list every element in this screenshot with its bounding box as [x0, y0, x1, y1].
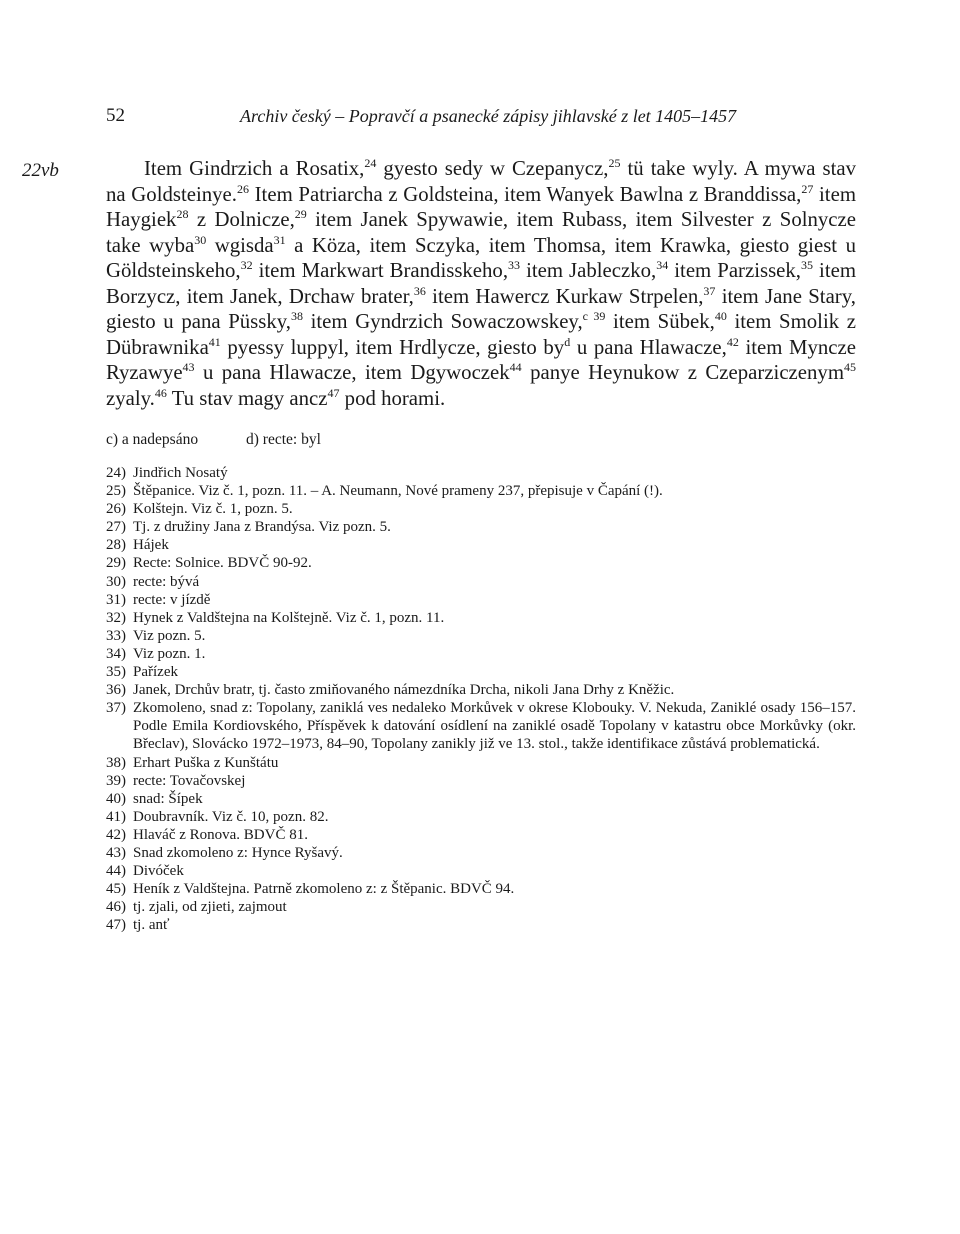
text-segment: item Jableczko, [520, 259, 657, 282]
footnote-text: tj. zjali, od zjieti, zajmout [133, 899, 287, 916]
footnote-ref: 29 [294, 207, 307, 221]
footnote-text: Snad zkomoleno z: Hynce Ryšavý. [133, 844, 343, 861]
footnote-text: Doubravník. Viz č. 10, pozn. 82. [133, 808, 329, 825]
footnote [106, 573, 856, 591]
footnote-number: 35) [106, 664, 126, 681]
text-segment: item Myncze Ryzawye [106, 335, 856, 384]
footnote-ref: 40 [714, 309, 727, 323]
footnote-text: Jindřich Nosatý [133, 465, 228, 481]
footnote [106, 464, 856, 482]
footnote-text: Heník z Valdštejna. Patrně zkomoleno z: z Štěpanic. BDVČ 94. [133, 881, 515, 898]
footnote-ref: 38 [291, 309, 303, 323]
footnote-number: 38) [106, 754, 126, 771]
footnote [106, 591, 856, 609]
footnote-text: Erhart Puška z Kunštátu [133, 754, 279, 771]
footnote-text: snad: Šípek [133, 790, 203, 807]
critical-note-text: recte: byl [262, 431, 321, 448]
footnote [106, 627, 856, 645]
text-segment: zyaly. [106, 386, 155, 410]
footnote-number: 42) [106, 826, 126, 843]
footnote-ref: 27 [801, 181, 814, 196]
footnote-ref: 45 [844, 360, 856, 374]
footnote-text: Hlaváč z Ronova. BDVČ 81. [133, 826, 308, 843]
footnote [106, 808, 856, 826]
footnote-number: 28) [106, 537, 126, 554]
footnote-number: 40) [106, 790, 126, 807]
footnote-text: Zkomoleno, snad z: Topolany, zaniklá ves nedaleko Morkůvek v okrese Klobouky. V. Nekuda, Zaniklé osady 156–157. Podle Emila Kordiovského, Příspěvek k datování osídlení na zaniklé osadě Topolany v katastru obce Morkůvky (okr. Břeclav), Slovácko 1972–1973, 84–90, Topolany zanikly již ve 13. stol., takže identifikace zůstává problematická. [133, 700, 856, 753]
text-segment: Item Gindrzich a Rosatix, [144, 157, 365, 180]
text-segment: item Markwart Brandisskeho, [252, 259, 509, 282]
footnote-number: 37) [106, 700, 126, 717]
footnote-ref: 31 [273, 232, 286, 247]
text-segment: pod horami. [339, 386, 446, 410]
text-segment: u pana Hlawacze, [570, 335, 727, 359]
footnote-text: tj. anť [133, 917, 170, 934]
footnote-text: Viz pozn. 1. [133, 645, 206, 662]
footnote-ref: 37 [703, 283, 716, 298]
footnote-ref: 43 [182, 360, 195, 374]
footnote-ref: 42 [726, 334, 739, 349]
footnote-text: Divóček [133, 863, 184, 880]
text-segment: item Borzycz, item Janek, Drchaw brater, [106, 259, 857, 308]
footnote [106, 790, 856, 808]
footnote [106, 880, 856, 898]
footnote-text: Pařízek [133, 664, 178, 681]
text-segment: Tu stav magy ancz [166, 386, 328, 410]
footnote-text: Hynek z Valdštejna na Kolštejně. Viz č. 1, pozn. 11. [133, 609, 445, 626]
footnote [106, 663, 856, 681]
footnote-number: 30) [106, 573, 126, 590]
footnote [106, 754, 856, 772]
footnote [106, 826, 856, 844]
critical-note [246, 430, 321, 450]
margin-reference: 22vb [22, 160, 59, 181]
footnote-ref: 30 [194, 232, 207, 247]
text-segment: item Gyndrzich Sowaczowskey, [303, 310, 583, 333]
footnote-text: recte: v jízdě [133, 591, 211, 608]
footnote [106, 518, 856, 536]
text-segment: panye Heynukow z Czeparziczenym [521, 361, 844, 384]
footnote-text: Hájek [133, 537, 169, 554]
footnote [106, 862, 856, 880]
edition-text [106, 156, 856, 411]
footnote-number: 39) [106, 772, 126, 789]
critical-note-label: c) [106, 431, 119, 448]
footnote [106, 699, 856, 753]
footnote-ref: 26 [236, 181, 249, 196]
footnote-number: 33) [106, 627, 126, 644]
footnote-ref: d [564, 334, 571, 349]
footnote-number: 46) [106, 899, 126, 916]
footnote [106, 645, 856, 663]
footnotes [106, 464, 856, 934]
running-head: Archiv český – Popravčí a psanecké zápisy jihlavské z let 1405–1457 [240, 106, 737, 126]
footnote-text: Viz pozn. 5. [133, 627, 206, 644]
footnote-text: Tj. z družiny Jana z Brandýsa. Viz pozn. 5. [133, 519, 391, 536]
footnote-ref: 28 [176, 207, 189, 221]
text-segment: item Jane Stary, giesto u pana Püssky, [106, 284, 856, 333]
critical-apparatus [106, 430, 365, 450]
critical-note-text: a nadepsáno [121, 431, 199, 448]
text-segment: a Köza, item Sczyka, item Thomsa, item Krawka, giesto giest u Göldsteinskeho, [106, 233, 856, 282]
text-segment: wgisda [206, 233, 274, 257]
footnote-ref: 32 [240, 258, 253, 272]
text-segment: u pana Hlawacze, item Dgywoczek [194, 361, 510, 384]
footnote [106, 844, 856, 862]
footnote-text: recte: bývá [133, 573, 200, 590]
footnote-text: Recte: Solnice. BDVČ 90-92. [133, 555, 312, 572]
footnote-number: 47) [106, 917, 126, 934]
footnote-number: 29) [106, 555, 126, 572]
footnote [106, 772, 856, 790]
text-segment: item Smolik z Dübrawnika [106, 310, 856, 359]
footnote-ref: 34 [656, 258, 669, 272]
footnote-ref: 46 [154, 385, 167, 400]
footnote-number: 45) [106, 881, 126, 898]
text-segment: item Parzissek, [668, 259, 802, 282]
footnote-text: Štěpanice. Viz č. 1, pozn. 11. – A. Neumann, Nové prameny 237, přepisuje v Čapání (!). [133, 483, 663, 500]
footnote-ref: 44 [509, 360, 522, 374]
footnote [106, 681, 856, 699]
footnote [106, 500, 856, 518]
critical-note [106, 430, 198, 450]
page-number: 52 [106, 105, 125, 126]
text-segment: item Janek Spywawie, item Rubass, item Silvester z Solnycze take wyba [106, 208, 856, 257]
text-segment: item Sübek, [605, 310, 715, 333]
footnote [106, 554, 856, 572]
critical-note-label: d) [245, 431, 259, 448]
footnote [106, 609, 856, 627]
footnote-text: Kolštejn. Viz č. 1, pozn. 5. [133, 501, 293, 518]
footnote-ref: 47 [327, 385, 340, 400]
text-segment: item Haygiek [106, 182, 856, 231]
footnote-ref: 36 [413, 283, 426, 298]
footnote-number: 44) [106, 863, 126, 880]
footnote-number: 36) [106, 682, 126, 699]
footnote-number: 24) [106, 465, 126, 481]
footnote-ref: 25 [608, 156, 621, 170]
footnote-number: 34) [106, 645, 126, 662]
text-segment: gyesto sedy w Czepanycz, [376, 157, 609, 180]
footnote [106, 536, 856, 554]
text-segment: pyessy luppyl, item Hrdlycze, giesto by [220, 335, 565, 359]
footnote-number: 27) [106, 519, 126, 536]
footnote-number: 41) [106, 808, 126, 825]
footnote-number: 32) [106, 609, 126, 626]
footnote-text: Janek, Drchův bratr, tj. často zmiňovaného námezdníka Drcha, nikoli Jana Drhy z Kněžic. [133, 682, 675, 699]
footnote [106, 482, 856, 500]
text-segment: tü take wyly. A mywa stav na Goldsteinye. [106, 157, 857, 206]
footnote-ref: c 39 [582, 309, 606, 323]
footnote-ref: 35 [801, 258, 814, 272]
footnote [106, 916, 856, 934]
footnote-text: recte: Tovačovskej [133, 772, 246, 789]
footnote-number: 25) [106, 483, 126, 500]
text-segment: z Dolnicze, [188, 208, 295, 231]
footnote-number: 31) [106, 591, 126, 608]
text-segment: Item Patriarcha z Goldsteina, item Wanyek Bawlna z Branddissa, [248, 182, 802, 206]
footnote-number: 26) [106, 501, 126, 518]
footnote-ref: 41 [208, 334, 221, 349]
footnote-number: 43) [106, 844, 126, 861]
footnote [106, 898, 856, 916]
footnote-ref: 33 [508, 258, 521, 272]
footnote-ref: 24 [364, 156, 377, 170]
text-segment: item Hawercz Kurkaw Strpelen, [425, 284, 704, 308]
